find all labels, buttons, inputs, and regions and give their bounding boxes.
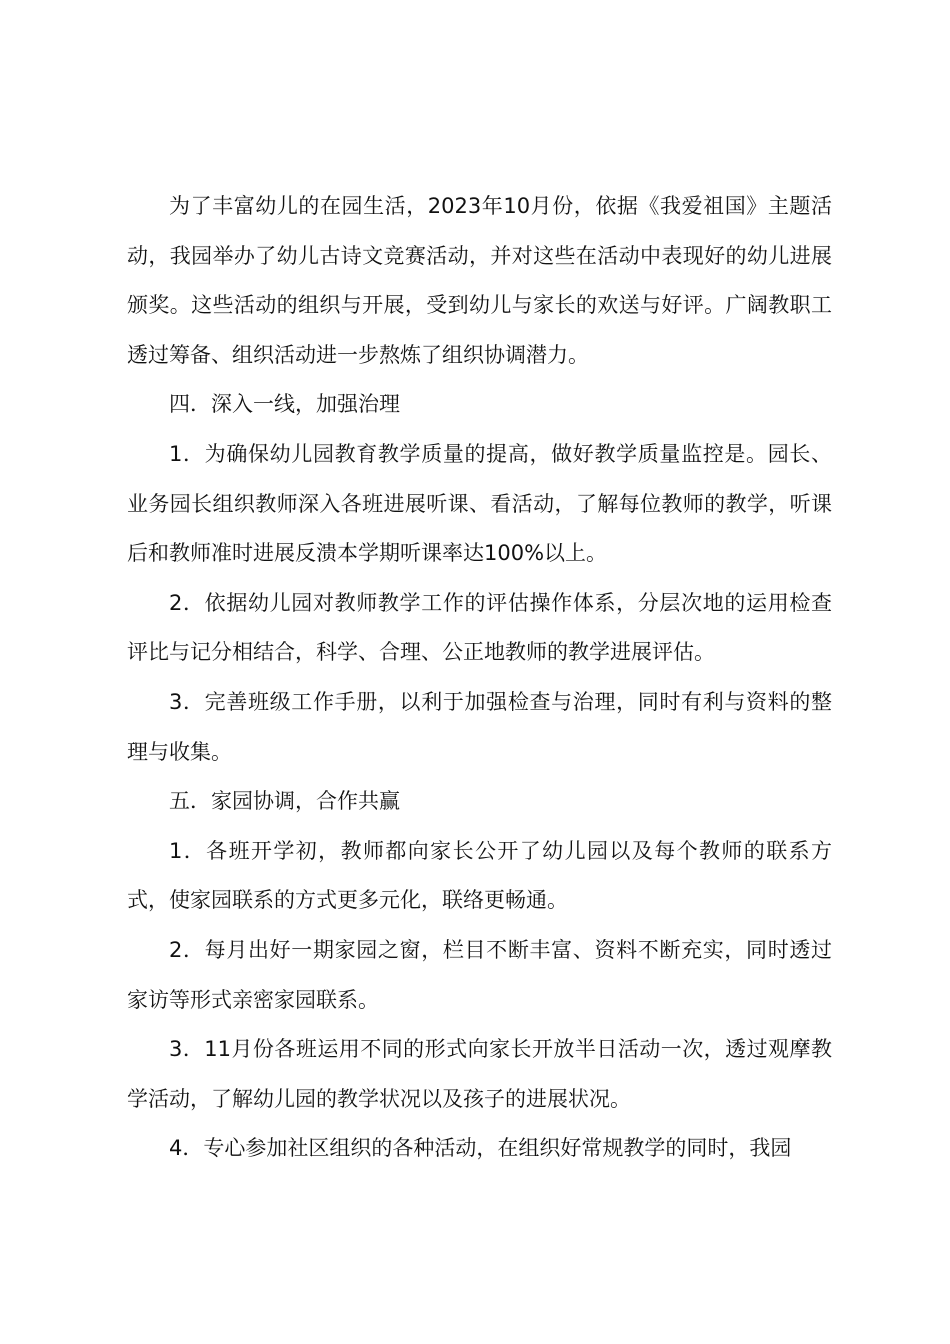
paragraph-management-item-2: 2．依据幼儿园对教师教学工作的评估操作体系，分层次地的运用检查评比与记分相结合，科学、合理、公正地教师的教学进展评估。 [127, 590, 832, 665]
paragraph-management-item-1: 1．为确保幼儿园教育教学质量的提高，做好教学质量监控是。园长、业务园长组织教师深入各班进展听课、看活动，了解每位教师的教学，听课后和教师准时进展反溃本学期听课率达100%以上。 [127, 441, 832, 566]
section-heading-home-school: 五．家园协调，合作共赢 [169, 789, 400, 814]
paragraph-home-school-item-4: 4．专心参加社区组织的各种活动，在组织好常规教学的同时，我园 [169, 1136, 792, 1161]
document-body [127, 182, 832, 1174]
paragraph-home-school-item-1: 1．各班开学初，教师都向家长公开了幼儿园以及每个教师的联系方式，使家园联系的方式更多元化，联络更畅通。 [127, 838, 832, 913]
paragraph-activity-summary: 为了丰富幼儿的在园生活，2023年10月份，依据《我爱祖国》主题活动，我园举办了幼儿古诗文竞赛活动，并对这些在活动中表现好的幼儿进展颁奖。这些活动的组织与开展，受到幼儿与家长的欢送与好评。广阔教职工透过筹备、组织活动进一步熬炼了组织协调潜力。 [127, 194, 832, 367]
paragraph-management-item-3: 3．完善班级工作手册，以利于加强检查与治理，同时有利与资料的整理与收集。 [127, 689, 832, 764]
section-heading-management: 四．深入一线，加强治理 [169, 392, 400, 417]
paragraph-home-school-item-2: 2．每月出好一期家园之窗，栏目不断丰富、资料不断充实，同时透过家访等形式亲密家园联系。 [127, 937, 832, 1012]
paragraph-home-school-item-3: 3．11月份各班运用不同的形式向家长开放半日活动一次，透过观摩教学活动，了解幼儿园的教学状况以及孩子的进展状况。 [127, 1037, 832, 1111]
